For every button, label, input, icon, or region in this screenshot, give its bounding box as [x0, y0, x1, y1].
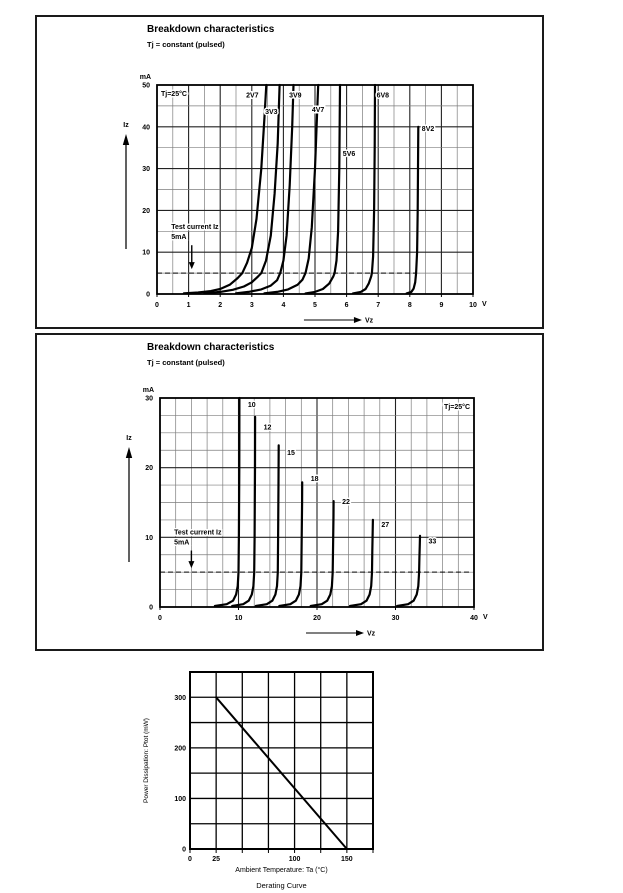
curve-18	[279, 482, 302, 606]
curve-label-15: 15	[287, 450, 295, 458]
test-current-arrow-head	[188, 561, 194, 568]
chart-subtitle: Tj = constant (pulsed)	[147, 358, 225, 367]
curve-label-27: 27	[381, 521, 390, 529]
y-unit-label: mA	[142, 387, 154, 394]
x-axis-label: Ambient Temperature: Ta (°C)	[235, 867, 328, 874]
curve-label-33: 33	[428, 538, 437, 546]
curve-label-6V8: 6V8	[376, 92, 390, 100]
curve-label-5V6: 5V6	[342, 150, 356, 158]
y-tick-label: 30	[145, 395, 153, 403]
y-tick-label: 10	[145, 534, 153, 542]
y-axis-label: Power Dissipation: Ptot (mW)	[143, 718, 150, 803]
test-current-label-line2: 5mA	[171, 234, 187, 242]
x-unit-label: V	[482, 301, 487, 308]
x-tick-label: 8	[407, 302, 412, 309]
curve-label-3V9: 3V9	[289, 92, 302, 100]
breakdown-panel-low-voltage	[35, 15, 544, 329]
x-axis-label: Vz	[364, 317, 374, 325]
x-tick-label: 20	[313, 615, 321, 622]
x-tick-label: 0	[158, 615, 162, 622]
breakdown-chart-high-voltage	[37, 335, 546, 653]
x-tick-label: 40	[470, 615, 478, 622]
y-tick-label: 0	[149, 604, 153, 612]
breakdown-panel-high-voltage	[35, 333, 544, 651]
x-tick-label: 0	[188, 856, 192, 863]
x-tick-label: 25	[212, 856, 221, 863]
x-tick-label: 7	[376, 302, 381, 309]
x-axis-arrow-head	[356, 630, 364, 636]
condition-label: Tj=25°C	[161, 91, 187, 98]
x-tick-label: 1	[186, 302, 191, 309]
y-axis-arrow-head	[126, 447, 132, 458]
test-current-arrow-head	[189, 262, 195, 269]
x-tick-label: 2	[218, 302, 223, 309]
y-axis-label: Iz	[123, 122, 129, 129]
curve-33	[397, 536, 420, 606]
y-tick-label: 30	[142, 166, 150, 174]
x-tick-label: 10	[234, 615, 243, 622]
x-axis-label: Vz	[367, 630, 376, 638]
x-tick-label: 30	[391, 615, 400, 622]
chart-title: Derating Curve	[256, 881, 307, 890]
curve-label-8V2: 8V2	[421, 125, 435, 133]
x-axis-arrow-head	[354, 317, 362, 323]
y-tick-label: 50	[142, 82, 150, 90]
x-tick-label: 0	[155, 302, 159, 309]
curve-22	[311, 501, 334, 606]
y-tick-label: 10	[142, 249, 150, 257]
x-tick-label: 150	[341, 856, 353, 863]
breakdown-chart-low-voltage	[37, 17, 546, 331]
test-current-label-line2: 5mA	[174, 539, 190, 547]
x-unit-label: V	[483, 614, 488, 621]
curve-10	[215, 398, 240, 606]
x-tick-label: 100	[288, 856, 301, 863]
x-tick-label: 3	[249, 302, 254, 309]
test-current-label-line1: Test current Iz	[174, 529, 222, 537]
y-axis-arrow-head	[123, 134, 129, 145]
curve-12	[232, 417, 255, 606]
y-tick-label: 100	[174, 795, 186, 803]
curve-label-10: 10	[247, 401, 256, 409]
y-tick-label: 300	[174, 694, 186, 702]
curve-27	[350, 520, 373, 606]
curve-15	[256, 445, 279, 606]
x-tick-label: 4	[281, 302, 286, 309]
derating-section	[130, 658, 442, 893]
curve-label-2V7: 2V7	[246, 92, 259, 100]
x-tick-label: 6	[344, 302, 349, 309]
curve-label-4V7: 4V7	[311, 107, 325, 115]
curve-label-3V3: 3V3	[265, 109, 278, 117]
test-current-label-line1: Test current Iz	[171, 224, 219, 232]
y-tick-label: 200	[174, 745, 186, 753]
curve-label-18: 18	[310, 475, 319, 483]
y-tick-label: 0	[182, 846, 186, 854]
y-tick-label: 20	[145, 465, 153, 473]
y-unit-label: mA	[139, 74, 151, 81]
y-tick-label: 40	[142, 124, 150, 132]
derating-chart	[130, 658, 442, 893]
chart-title: Breakdown characteristics	[147, 24, 275, 35]
x-tick-label: 9	[439, 302, 444, 309]
chart-title: Breakdown characteristics	[147, 342, 275, 353]
chart-subtitle: Tj = constant (pulsed)	[147, 40, 225, 49]
y-tick-label: 20	[142, 207, 150, 215]
y-tick-label: 0	[146, 291, 150, 299]
curve-label-22: 22	[342, 498, 350, 506]
y-axis-label: Iz	[126, 435, 132, 442]
curve-label-12: 12	[263, 424, 272, 432]
condition-label: Tj=25°C	[444, 404, 470, 411]
x-tick-label: 5	[313, 302, 317, 309]
x-tick-label: 10	[469, 302, 477, 309]
